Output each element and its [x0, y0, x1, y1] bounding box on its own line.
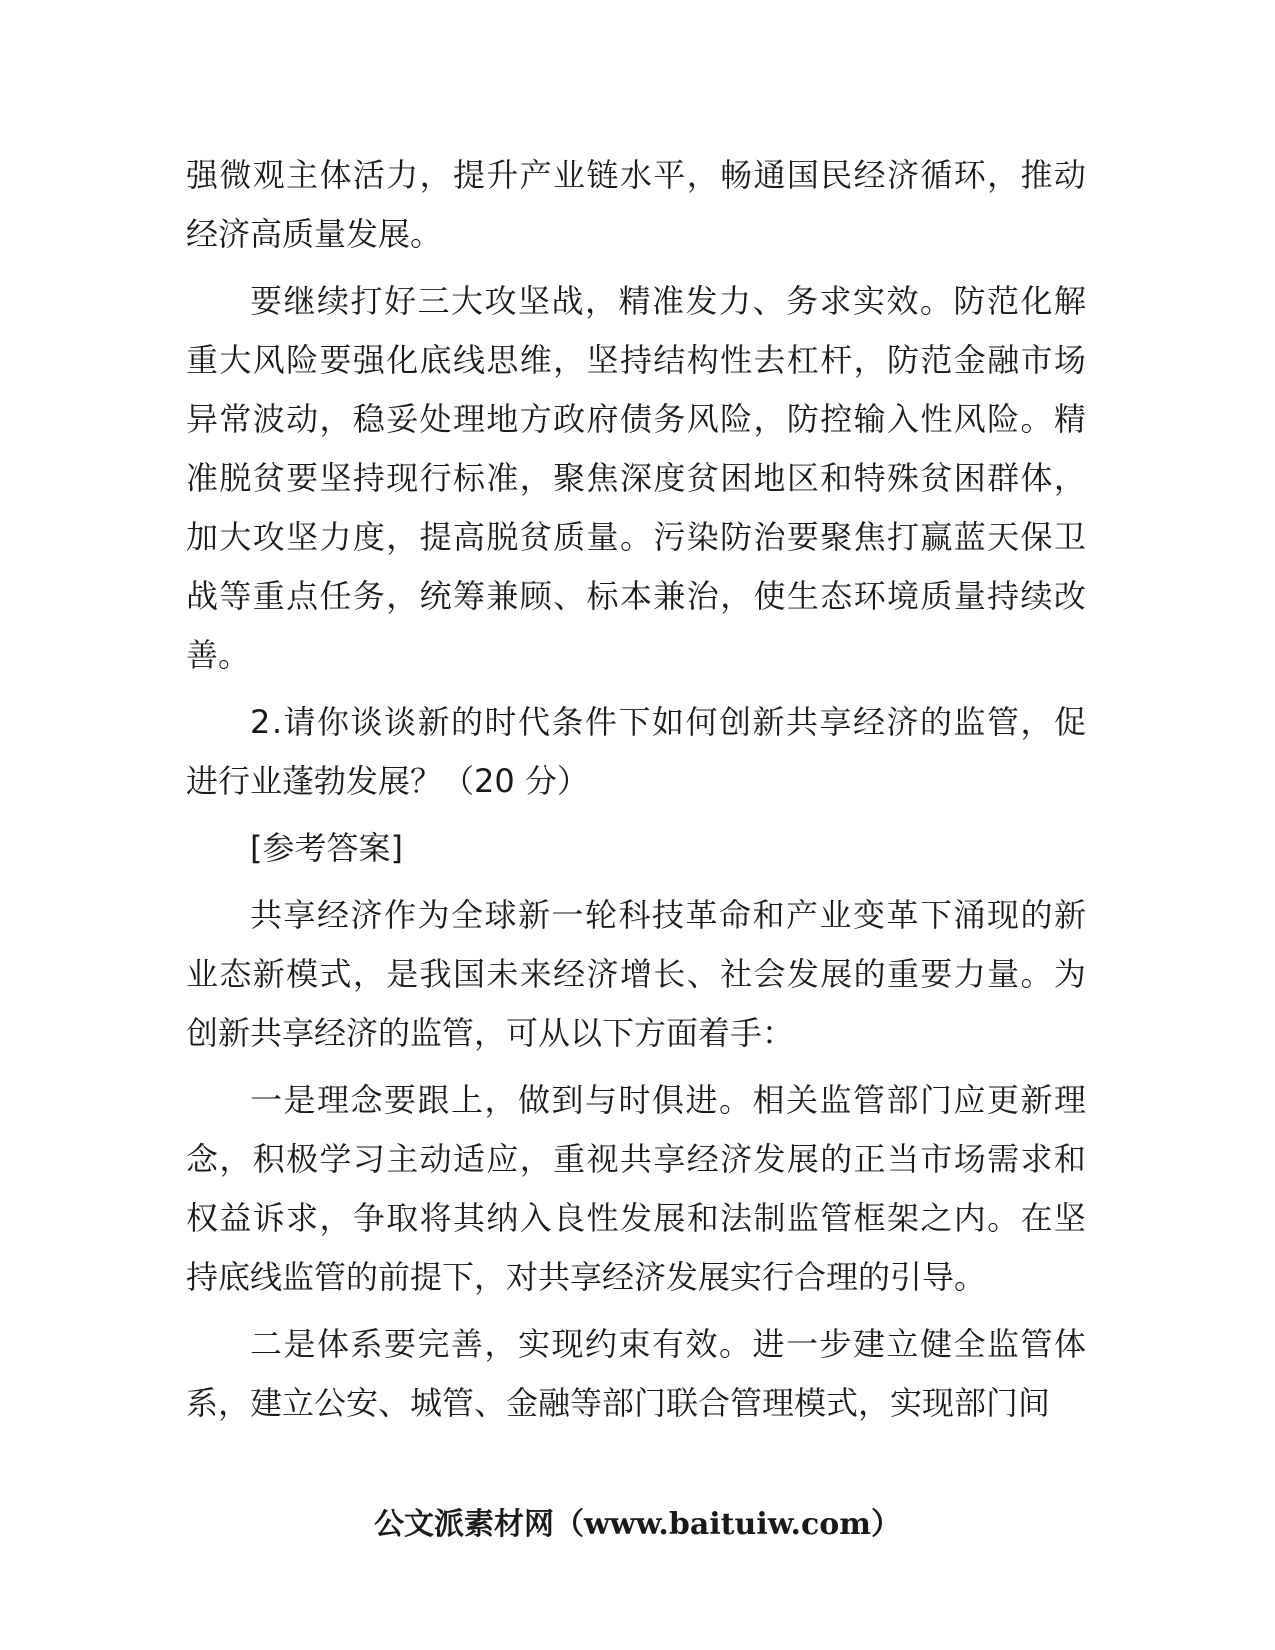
paragraph-p6	[186, 1071, 1086, 1307]
paragraph-p1	[186, 146, 1086, 264]
text-line: 善。	[186, 636, 251, 674]
paragraph-p3	[186, 693, 1086, 811]
text-line: [参考答案]	[250, 829, 403, 867]
text-line: 系，建立公安、城管、金融等部门联合管理模式，实现部门间	[186, 1384, 1051, 1422]
text-line: 进行业蓬勃发展？（20 分）	[186, 762, 589, 800]
text-line: 念，积极学习主动适应，重视共享经济发展的正当市场需求和	[186, 1140, 1088, 1178]
paragraph-p4	[186, 819, 1086, 878]
text-line: 二是体系要完善，实现约束有效。进一步建立健全监管体	[250, 1325, 1088, 1363]
text-line: 经济高质量发展。	[186, 215, 443, 253]
text-line: 异常波动，稳妥处理地方政府债务风险，防控输入性风险。精	[186, 400, 1088, 438]
text-line: 重大风险要强化底线思维，坚持结构性去杠杆，防范金融市场	[186, 341, 1088, 379]
text-line: 2.请你谈谈新的时代条件下如何创新共享经济的监管，促	[250, 703, 1088, 741]
page-footer-watermark: 公文派素材网（www.baituiw.com）	[373, 1507, 902, 1542]
document-body	[186, 146, 1086, 1441]
paragraph-p2	[186, 272, 1086, 685]
text-line: 加大攻坚力度，提高脱贫质量。污染防治要聚焦打赢蓝天保卫	[186, 518, 1088, 556]
text-line: 战等重点任务，统筹兼顾、标本兼治，使生态环境质量持续改	[186, 577, 1088, 615]
text-line: 创新共享经济的监管，可从以下方面着手：	[186, 1014, 795, 1052]
text-line: 共享经济作为全球新一轮科技革命和产业变革下涌现的新	[250, 896, 1088, 934]
text-line: 业态新模式，是我国未来经济增长、社会发展的重要力量。为	[186, 955, 1088, 993]
paragraph-p5	[186, 886, 1086, 1063]
text-line: 准脱贫要坚持现行标准，聚焦深度贫困地区和特殊贫困群体，	[186, 459, 1088, 497]
text-line: 要继续打好三大攻坚战，精准发力、务求实效。防范化解	[250, 282, 1088, 320]
text-line: 一是理念要跟上，做到与时俱进。相关监管部门应更新理	[250, 1081, 1088, 1119]
text-line: 权益诉求，争取将其纳入良性发展和法制监管框架之内。在坚	[186, 1199, 1088, 1237]
text-line: 持底线监管的前提下，对共享经济发展实行合理的引导。	[186, 1258, 987, 1296]
paragraph-p7	[186, 1315, 1086, 1433]
text-line: 强微观主体活力，提升产业链水平，畅通国民经济循环，推动	[186, 156, 1088, 194]
